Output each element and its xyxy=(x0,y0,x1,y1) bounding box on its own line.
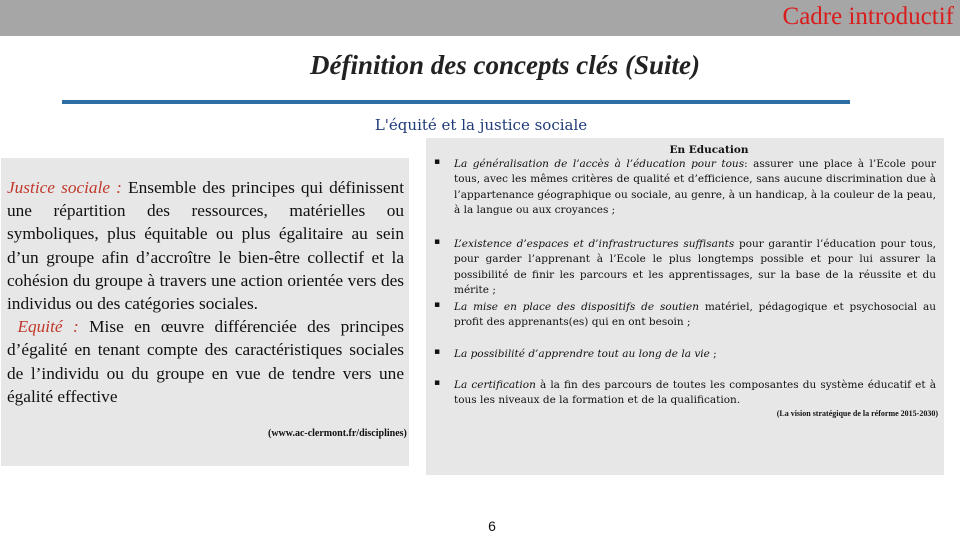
bullet-icon: ▪ xyxy=(434,237,441,247)
bullet-icon: ▪ xyxy=(434,347,441,357)
slide-subtitle: L'équité et la justice sociale xyxy=(374,116,588,134)
bullet-icon: ▪ xyxy=(434,157,441,167)
education-source: (La vision stratégique de la réforme 2015-2030) xyxy=(776,409,938,418)
item-emphasis: La mise en place des dispositifs de soutien xyxy=(454,301,699,313)
bullet-icon: ▪ xyxy=(434,378,441,388)
education-item xyxy=(454,237,936,298)
education-item xyxy=(454,300,936,331)
item-text: : assurer une place à l’Ecole pour tous, avec les mêmes critères de qualité et d’efficience, sans aucune discrimination due à l’appartenance géographique ou sociale, au genre, à un handicap, à la couleur de la peau, à la langue ou aux croyances ; xyxy=(454,158,936,216)
education-heading: En Education xyxy=(669,144,749,156)
education-item xyxy=(454,347,936,362)
education-item xyxy=(454,157,936,218)
bullet-icon: ▪ xyxy=(434,300,441,310)
item-text: matériel, pédagogique et psychosocial au profit des apprenants(es) qui en ont besoin ; xyxy=(454,301,936,329)
item-emphasis: L’existence d’espaces et d’infrastructures suffisants xyxy=(454,238,735,250)
page-number: 6 xyxy=(488,518,496,534)
item-text: pour garantir l’éducation pour tous, pour garder l’apprenant à l’Ecole le plus longtemps possible et pour lui assurer la possibilité de finir les parcours et les apprentissages, sur la base de la réussite et du mérite ; xyxy=(454,238,937,296)
item-text: à la fin des parcours de toutes les composantes du système éducatif et à tous les niveaux de la formation et de la qualification. xyxy=(454,379,936,407)
education-item xyxy=(454,378,936,409)
justice-definition: Ensemble des principes qui définissent une répartition des ressources, matérielles ou symboliques, plus équitable ou plus égalitaire au sein d’un groupe afin d’accroître le bien-être collectif et la cohésion du groupe à travers une action orientée vers des individus ou des catégories sociales. xyxy=(7,178,404,314)
equite-term: Equité : xyxy=(17,317,79,337)
item-emphasis: La possibilité d’apprendre tout au long de la vie xyxy=(454,348,710,360)
definitions-source: (www.ac-clermont.fr/disciplines) xyxy=(268,428,407,439)
item-text: ; xyxy=(709,348,717,360)
equite-definition: Mise en œuvre différenciée des principes d’égalité en tenant compte des caractéristiques sociales de l’individu ou du groupe en vue de tendre vers une égalité effective xyxy=(7,317,404,406)
definitions-text xyxy=(7,176,404,408)
justice-term: Justice sociale : xyxy=(7,178,122,197)
section-title: Cadre introductif xyxy=(782,3,954,30)
slide-title: Définition des concepts clés (Suite) xyxy=(310,50,700,80)
item-emphasis: La généralisation de l’accès à l’éducation pour tous xyxy=(454,158,745,170)
item-emphasis: La certification xyxy=(454,379,536,391)
title-underline xyxy=(62,100,850,104)
header-bar xyxy=(0,0,960,36)
